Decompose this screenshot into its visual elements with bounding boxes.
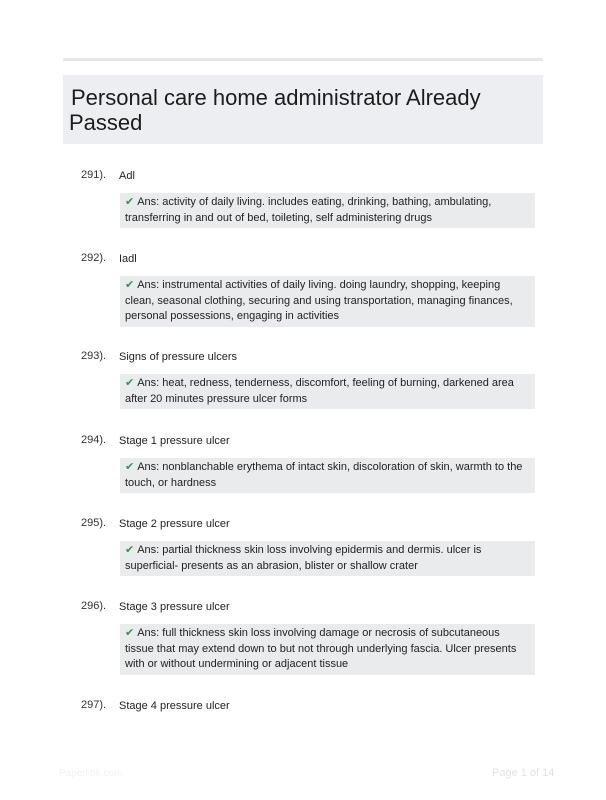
question-number: 295). <box>81 517 107 529</box>
answer-text: Ans: instrumental activities of daily living. doing laundry, shopping, keeping clean, seasonal clothing, securing and using transportation, managing finances, personal possessions, engaging in activities <box>125 279 513 322</box>
question-text: Adl <box>119 170 135 182</box>
checkmark-icon: ✔ <box>125 461 135 473</box>
answer-text: Ans: heat, redness, tenderness, discomfort, feeling of burning, darkened area after 20 minutes pressure ulcer forms <box>125 377 514 405</box>
checkmark-icon: ✔ <box>125 544 135 556</box>
title-line-2: Passed <box>69 110 143 135</box>
question-number: 297). <box>81 699 107 711</box>
answer-text: Ans: full thickness skin loss involving damage or necrosis of subcutaneous tissue that may extend down to but not through underlying fascia. Ulcer presents with or without undermining or adjacent tissue <box>125 627 517 670</box>
answer-box <box>120 276 535 327</box>
answer-text: Ans: activity of daily living. includes eating, drinking, bathing, ambulating, transferring in and out of bed, toileting, self administering drugs <box>125 196 492 224</box>
checkmark-icon: ✔ <box>125 377 135 389</box>
checkmark-icon: ✔ <box>125 627 135 639</box>
question-text: Stage 2 pressure ulcer <box>119 518 230 530</box>
question-text: Iadl <box>119 253 137 265</box>
question-number: 291). <box>81 169 107 181</box>
footer-site-watermark: Paperlibk.com <box>59 768 123 779</box>
question-number: 293). <box>81 350 107 362</box>
footer-page-number: Page 1 of 14 <box>492 767 555 779</box>
question-number: 296). <box>81 600 107 612</box>
question-text: Stage 4 pressure ulcer <box>119 700 230 712</box>
question-text: Stage 3 pressure ulcer <box>119 601 230 613</box>
answer-box <box>120 458 535 493</box>
answer-box <box>120 624 535 675</box>
title-banner <box>63 75 543 144</box>
question-number: 292). <box>81 252 107 264</box>
answer-text: Ans: nonblanchable erythema of intact skin, discoloration of skin, warmth to the touch, or hardness <box>125 461 523 489</box>
question-number: 294). <box>81 434 107 446</box>
checkmark-icon: ✔ <box>125 196 135 208</box>
answer-box <box>120 541 535 576</box>
answer-text: Ans: partial thickness skin loss involving epidermis and dermis. ulcer is superficial- presents as an abrasion, blister or shallow crater <box>125 544 482 572</box>
top-divider <box>63 58 543 61</box>
answer-box <box>120 374 535 409</box>
question-text: Signs of pressure ulcers <box>119 351 237 363</box>
question-text: Stage 1 pressure ulcer <box>119 435 230 447</box>
checkmark-icon: ✔ <box>125 279 135 291</box>
page-title <box>63 75 543 135</box>
title-line-1: Personal care home administrator Already <box>71 85 481 110</box>
answer-box <box>120 193 535 228</box>
